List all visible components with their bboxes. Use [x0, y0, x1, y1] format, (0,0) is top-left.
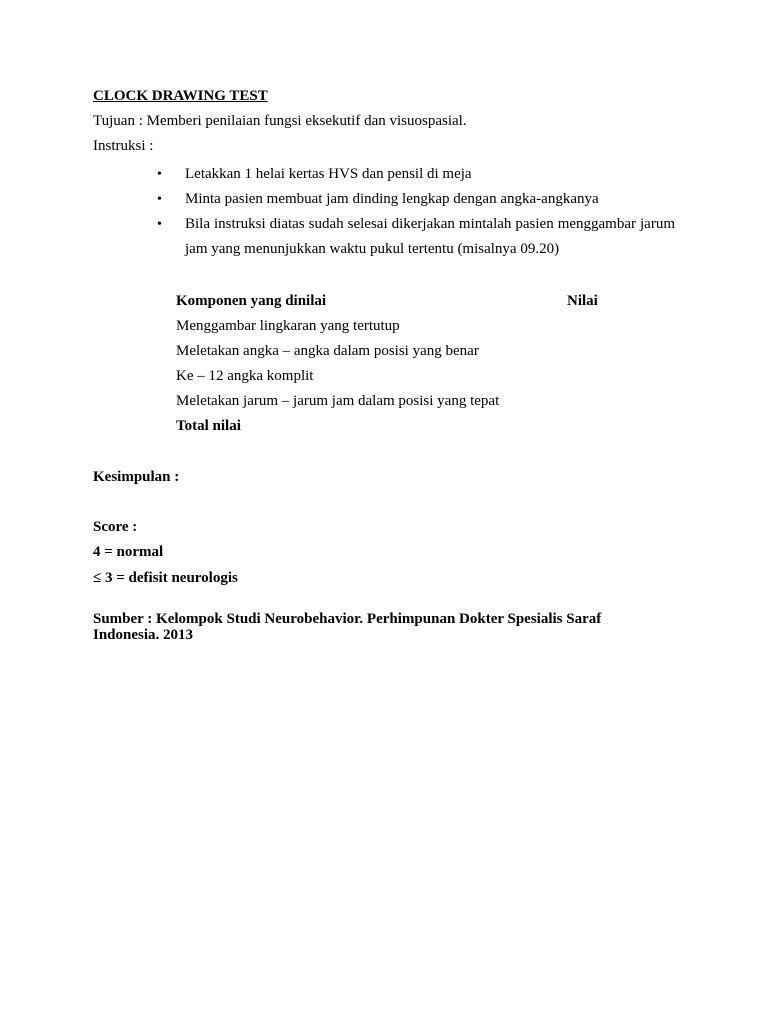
score-deficit: ≤ 3 = defisit neurologis: [93, 570, 238, 586]
instruction-item: [155, 212, 675, 262]
score-label: Score :: [93, 519, 138, 535]
score-normal: 4 = normal: [93, 544, 164, 560]
table-row: Meletakan jarum – jarum jam dalam posisi yang tepat: [176, 393, 500, 409]
instruction-text: Bila instruksi diatas sudah selesai dikerjakan mintalah pasien menggambar jarum jam yang menunjukkan waktu pukul tertentu (misalnya 09.20): [185, 216, 675, 257]
instruction-text: Minta pasien membuat jam dinding lengkap dengan angka-angkanya: [185, 191, 599, 207]
bullet-icon: •: [157, 167, 162, 182]
instruction-item: [155, 162, 675, 187]
table-row: Meletakan angka – angka dalam posisi yang benar: [176, 343, 479, 359]
purpose-text: Tujuan : Memberi penilaian fungsi eksekutif dan visuospasial.: [93, 113, 467, 129]
table-total-label: Total nilai: [176, 418, 241, 434]
table-row: Ke – 12 angka komplit: [176, 368, 314, 384]
document-title: CLOCK DRAWING TEST: [93, 88, 268, 104]
bullet-icon: •: [157, 217, 162, 232]
table-row: Menggambar lingkaran yang tertutup: [176, 318, 400, 334]
table-header-score: Nilai: [567, 293, 598, 309]
source-citation: Sumber : Kelompok Studi Neurobehavior. Perhimpunan Dokter Spesialis Saraf Indonesia. 2013: [93, 611, 602, 643]
instruction-item: [155, 187, 675, 212]
table-header-component: Komponen yang dinilai: [176, 293, 327, 309]
instruction-text: Letakkan 1 helai kertas HVS dan pensil di meja: [185, 166, 472, 182]
bullet-icon: •: [157, 192, 162, 207]
conclusion-label: Kesimpulan :: [93, 469, 180, 485]
instructions-list: [155, 162, 675, 262]
instructions-label: Instruksi :: [93, 138, 154, 154]
